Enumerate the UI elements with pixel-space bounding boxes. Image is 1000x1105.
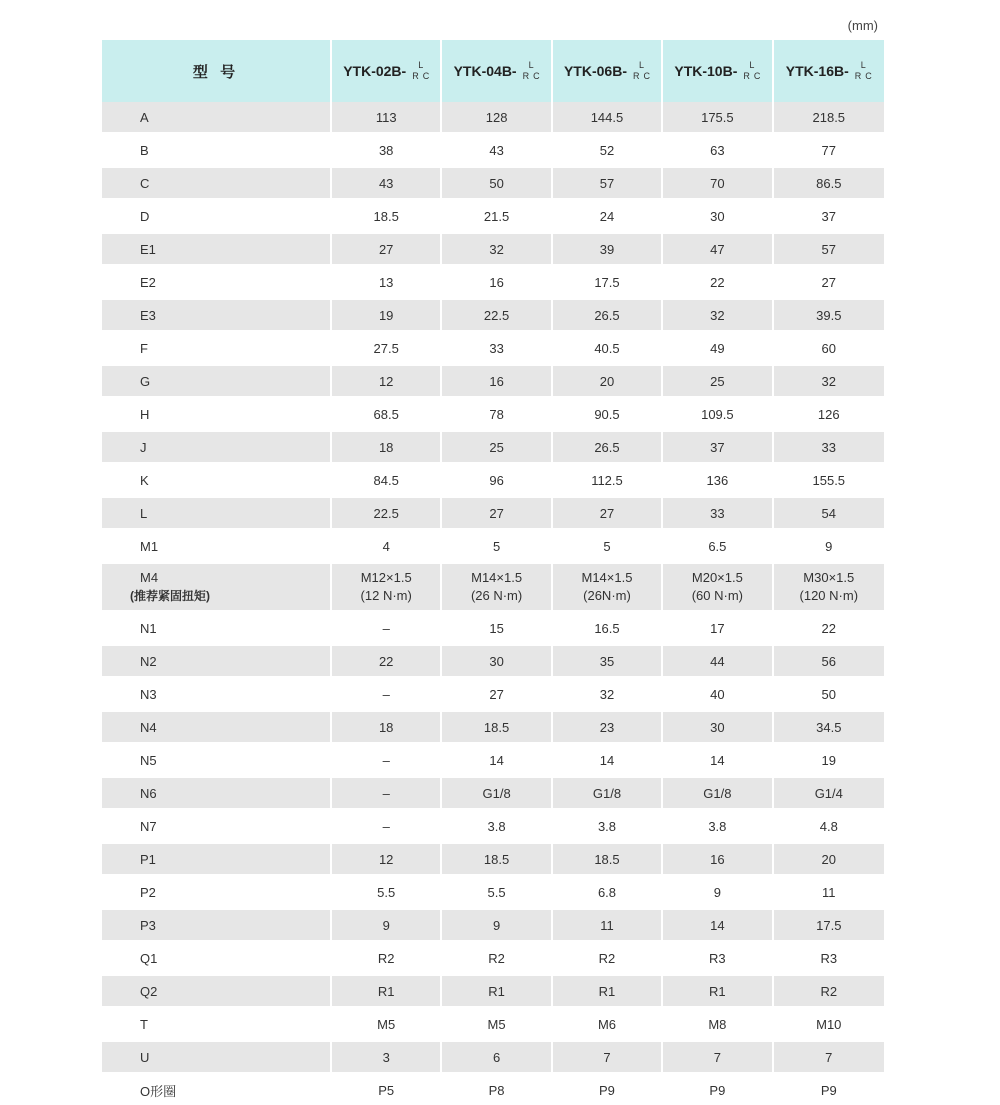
table-row (102, 429, 884, 462)
table-cell: 21.5 (442, 198, 552, 231)
model-name: YTK-16B- (785, 63, 849, 79)
table-cell: 38 (332, 132, 442, 165)
table-cell: 18.5 (442, 841, 552, 874)
table-cell: 16 (663, 841, 773, 874)
table-cell: 70 (663, 165, 773, 198)
table-cell: 32 (442, 231, 552, 264)
table-cell: 18.5 (553, 841, 663, 874)
row-label: M1 (102, 528, 332, 561)
model-suffix: L R C (743, 60, 761, 81)
table-cell: – (332, 808, 442, 841)
table-cell: 144.5 (553, 102, 663, 132)
table-cell: R2 (332, 940, 442, 973)
table-row (102, 462, 884, 495)
model-name: YTK-04B- (453, 63, 517, 79)
table-row (102, 495, 884, 528)
table-cell: 27 (774, 264, 884, 297)
table-cell: M6 (553, 1006, 663, 1039)
table-cell: 20 (553, 363, 663, 396)
row-label: G (102, 363, 332, 396)
table-cell: 22.5 (332, 495, 442, 528)
row-label: Q2 (102, 973, 332, 1006)
table-cell: 30 (663, 198, 773, 231)
row-label: E1 (102, 231, 332, 264)
table-cell: 34.5 (774, 709, 884, 742)
table-cell: 33 (663, 495, 773, 528)
table-cell: 50 (442, 165, 552, 198)
row-label: T (102, 1006, 332, 1039)
table-cell: R1 (332, 973, 442, 1006)
table-cell: M14×1.5 (26N·m) (553, 561, 663, 610)
table-cell: 57 (774, 231, 884, 264)
table-cell: 9 (663, 874, 773, 907)
table-cell: 90.5 (553, 396, 663, 429)
table-row (102, 297, 884, 330)
row-label: Q1 (102, 940, 332, 973)
table-cell: 32 (663, 297, 773, 330)
model-name: YTK-02B- (343, 63, 407, 79)
row-label: H (102, 396, 332, 429)
table-cell: – (332, 775, 442, 808)
table-cell: G1/8 (663, 775, 773, 808)
table-cell: 3.8 (663, 808, 773, 841)
table-cell: 109.5 (663, 396, 773, 429)
table-cell: 7 (553, 1039, 663, 1072)
table-cell: 30 (663, 709, 773, 742)
table-cell: 15 (442, 610, 552, 643)
table-cell: 63 (663, 132, 773, 165)
row-label: N2 (102, 643, 332, 676)
table-row (102, 132, 884, 165)
table-cell: 16 (442, 264, 552, 297)
table-cell: P9 (553, 1072, 663, 1105)
table-row (102, 874, 884, 907)
table-cell: 35 (553, 643, 663, 676)
table-cell: 26.5 (553, 297, 663, 330)
row-label: P3 (102, 907, 332, 940)
table-cell: 47 (663, 231, 773, 264)
table-row (102, 198, 884, 231)
table-row (102, 808, 884, 841)
model-suffix: L R C (522, 60, 540, 81)
table-cell: 19 (332, 297, 442, 330)
table-cell: 14 (663, 742, 773, 775)
model-header (332, 40, 442, 102)
table-cell: 33 (442, 330, 552, 363)
table-cell: M20×1.5 (60 N·m) (663, 561, 773, 610)
table-cell: 7 (663, 1039, 773, 1072)
table-row (102, 1039, 884, 1072)
table-cell: R1 (663, 973, 773, 1006)
table-cell: R2 (553, 940, 663, 973)
table-cell: 5 (442, 528, 552, 561)
table-cell: 4.8 (774, 808, 884, 841)
table-cell: 22 (774, 610, 884, 643)
table-cell: 12 (332, 841, 442, 874)
table-cell: 218.5 (774, 102, 884, 132)
model-name: YTK-06B- (563, 63, 627, 79)
row-label: E2 (102, 264, 332, 297)
table-row (102, 231, 884, 264)
row-label: L (102, 495, 332, 528)
table-row (102, 102, 884, 132)
table-cell: R2 (442, 940, 552, 973)
table-cell: 18 (332, 429, 442, 462)
table-cell: 20 (774, 841, 884, 874)
table-cell: 136 (663, 462, 773, 495)
table-row (102, 363, 884, 396)
table-cell: 96 (442, 462, 552, 495)
table-cell: G1/4 (774, 775, 884, 808)
table-cell: 40 (663, 676, 773, 709)
table-cell: 27 (442, 495, 552, 528)
table-row (102, 742, 884, 775)
table-cell: 49 (663, 330, 773, 363)
table-cell: 54 (774, 495, 884, 528)
table-cell: 175.5 (663, 102, 773, 132)
model-name: YTK-10B- (674, 63, 738, 79)
table-cell: 22 (332, 643, 442, 676)
table-cell: 52 (553, 132, 663, 165)
model-suffix: L R C (632, 60, 650, 81)
table-cell: 128 (442, 102, 552, 132)
table-cell: 27 (553, 495, 663, 528)
table-cell: 27.5 (332, 330, 442, 363)
table-cell: 25 (663, 363, 773, 396)
row-label: N3 (102, 676, 332, 709)
model-header (663, 40, 773, 102)
table-cell: 23 (553, 709, 663, 742)
table-cell: 24 (553, 198, 663, 231)
table-cell: M12×1.5 (12 N·m) (332, 561, 442, 610)
table-cell: 155.5 (774, 462, 884, 495)
table-cell: P9 (774, 1072, 884, 1105)
model-header (774, 40, 884, 102)
table-cell: R3 (663, 940, 773, 973)
table-cell: R3 (774, 940, 884, 973)
table-cell: 14 (663, 907, 773, 940)
table-cell: 18 (332, 709, 442, 742)
table-row (102, 165, 884, 198)
table-cell: G1/8 (442, 775, 552, 808)
table-row (102, 1072, 884, 1105)
table-cell: 126 (774, 396, 884, 429)
row-label: M4 (推荐紧固扭矩) (102, 561, 332, 610)
table-cell: R2 (774, 973, 884, 1006)
table-cell: 50 (774, 676, 884, 709)
table-cell: 5 (553, 528, 663, 561)
table-cell: 19 (774, 742, 884, 775)
table-row (102, 907, 884, 940)
table-cell: M5 (332, 1006, 442, 1039)
table-cell: 12 (332, 363, 442, 396)
table-cell: 9 (442, 907, 552, 940)
spec-table-header (102, 40, 884, 102)
table-cell: P8 (442, 1072, 552, 1105)
table-cell: 32 (774, 363, 884, 396)
table-row (102, 528, 884, 561)
table-cell: 25 (442, 429, 552, 462)
row-label: N6 (102, 775, 332, 808)
table-cell: 22.5 (442, 297, 552, 330)
table-cell: 16.5 (553, 610, 663, 643)
row-label: N4 (102, 709, 332, 742)
table-row (102, 264, 884, 297)
row-label: K (102, 462, 332, 495)
table-cell: 22 (663, 264, 773, 297)
table-cell: 6.8 (553, 874, 663, 907)
table-row (102, 973, 884, 1006)
table-cell: 40.5 (553, 330, 663, 363)
spec-table-body (102, 102, 884, 1105)
table-cell: 9 (774, 528, 884, 561)
row-label: B (102, 132, 332, 165)
table-cell: 30 (442, 643, 552, 676)
row-label: A (102, 102, 332, 132)
table-cell: 13 (332, 264, 442, 297)
table-row (102, 676, 884, 709)
table-cell: 39.5 (774, 297, 884, 330)
row-label: N5 (102, 742, 332, 775)
unit-label: (mm) (847, 18, 878, 33)
row-label: P1 (102, 841, 332, 874)
row-label: O形圈 (102, 1072, 332, 1105)
row-label: C (102, 165, 332, 198)
table-cell: 5.5 (332, 874, 442, 907)
table-cell: M14×1.5 (26 N·m) (442, 561, 552, 610)
table-cell: 17 (663, 610, 773, 643)
model-suffix: L R C (854, 60, 872, 81)
table-row (102, 1006, 884, 1039)
table-cell: 57 (553, 165, 663, 198)
model-header (553, 40, 663, 102)
table-cell: – (332, 742, 442, 775)
table-row (102, 330, 884, 363)
table-cell: 18.5 (332, 198, 442, 231)
table-cell: 4 (332, 528, 442, 561)
row-label: N7 (102, 808, 332, 841)
table-cell: 84.5 (332, 462, 442, 495)
table-cell: 43 (442, 132, 552, 165)
row-label: D (102, 198, 332, 231)
table-cell: 11 (774, 874, 884, 907)
table-cell: 6.5 (663, 528, 773, 561)
table-cell: 60 (774, 330, 884, 363)
table-cell: 86.5 (774, 165, 884, 198)
model-header (442, 40, 552, 102)
table-cell: 14 (553, 742, 663, 775)
table-cell: 3 (332, 1039, 442, 1072)
table-row (102, 775, 884, 808)
table-cell: 77 (774, 132, 884, 165)
table-row (102, 709, 884, 742)
table-cell: 11 (553, 907, 663, 940)
table-cell: 43 (332, 165, 442, 198)
model-suffix: L R C (412, 60, 430, 81)
table-cell: 17.5 (553, 264, 663, 297)
table-row (102, 561, 884, 610)
table-cell: 44 (663, 643, 773, 676)
table-cell: M10 (774, 1006, 884, 1039)
table-cell: 113 (332, 102, 442, 132)
table-cell: P5 (332, 1072, 442, 1105)
table-cell: G1/8 (553, 775, 663, 808)
table-cell: 68.5 (332, 396, 442, 429)
table-cell: 33 (774, 429, 884, 462)
table-cell: 16 (442, 363, 552, 396)
row-label: F (102, 330, 332, 363)
table-cell: 37 (774, 198, 884, 231)
row-label: N1 (102, 610, 332, 643)
table-cell: 56 (774, 643, 884, 676)
table-row (102, 841, 884, 874)
table-cell: 7 (774, 1039, 884, 1072)
row-label: P2 (102, 874, 332, 907)
table-cell: 6 (442, 1039, 552, 1072)
table-cell: – (332, 676, 442, 709)
table-cell: 27 (332, 231, 442, 264)
table-cell: 9 (332, 907, 442, 940)
table-cell: P9 (663, 1072, 773, 1105)
table-cell: R1 (442, 973, 552, 1006)
table-row (102, 940, 884, 973)
table-cell: 17.5 (774, 907, 884, 940)
table-cell: R1 (553, 973, 663, 1006)
table-cell: – (332, 610, 442, 643)
table-cell: M8 (663, 1006, 773, 1039)
row-sublabel: (推荐紧固扭矩) (130, 589, 210, 603)
table-cell: 112.5 (553, 462, 663, 495)
row-label: J (102, 429, 332, 462)
table-cell: M30×1.5 (120 N·m) (774, 561, 884, 610)
table-cell: 27 (442, 676, 552, 709)
table-row (102, 643, 884, 676)
table-cell: 37 (663, 429, 773, 462)
spec-table (102, 40, 884, 1105)
table-cell: 32 (553, 676, 663, 709)
table-cell: 14 (442, 742, 552, 775)
table-cell: 5.5 (442, 874, 552, 907)
table-cell: 3.8 (442, 808, 552, 841)
table-cell: 3.8 (553, 808, 663, 841)
table-cell: 39 (553, 231, 663, 264)
table-cell: M5 (442, 1006, 552, 1039)
table-cell: 78 (442, 396, 552, 429)
table-cell: 26.5 (553, 429, 663, 462)
table-cell: 18.5 (442, 709, 552, 742)
row-label: E3 (102, 297, 332, 330)
table-row (102, 610, 884, 643)
table-row (102, 396, 884, 429)
model-column-header: 型 号 (102, 40, 332, 102)
row-label: U (102, 1039, 332, 1072)
